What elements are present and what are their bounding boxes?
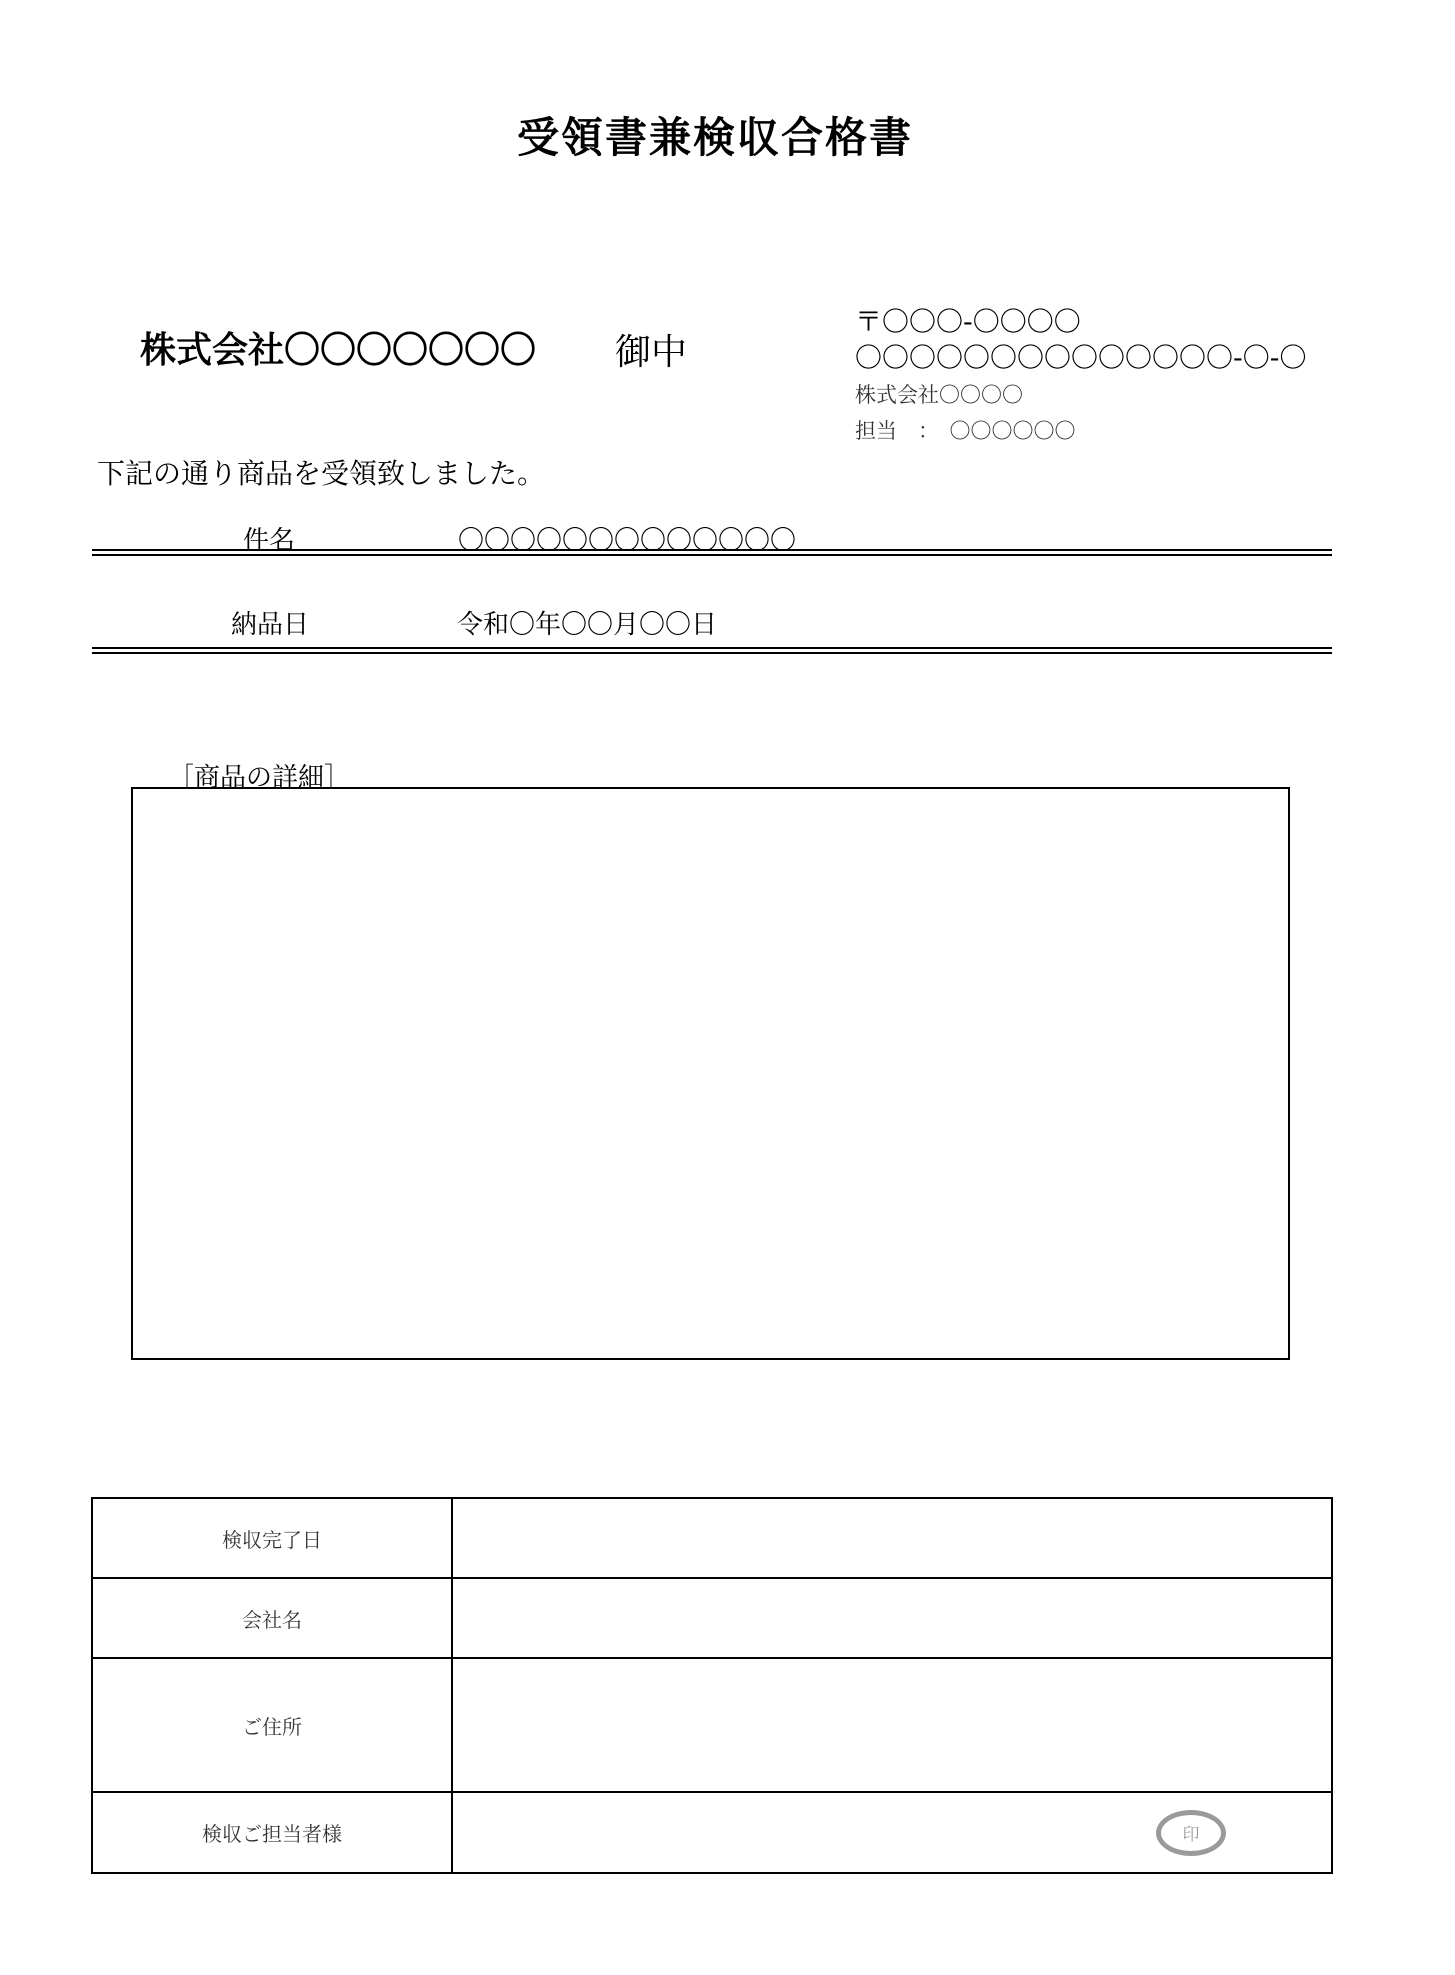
- table-row: [92, 1578, 1332, 1658]
- inspection-date-field[interactable]: [452, 1498, 1332, 1578]
- inspection-table: [91, 1497, 1333, 1874]
- recipient-company: 株式会社〇〇〇〇〇〇〇: [140, 330, 537, 371]
- recipient-honorific: 御中: [615, 332, 688, 373]
- document-title: 受領書兼検収合格書: [516, 113, 913, 162]
- details-box[interactable]: [131, 787, 1290, 1360]
- seal-stamp-icon: 印: [1156, 1810, 1226, 1856]
- address-field[interactable]: [452, 1658, 1332, 1792]
- subject-divider: [92, 549, 1332, 556]
- inspection-date-label: 検収完了日: [92, 1498, 452, 1578]
- delivery-divider: [92, 647, 1332, 654]
- inspector-label: 検収ご担当者様: [92, 1792, 452, 1873]
- inspector-field[interactable]: [452, 1792, 1332, 1873]
- table-row: [92, 1658, 1332, 1792]
- subject-value: 〇〇〇〇〇〇〇〇〇〇〇〇〇: [458, 526, 797, 556]
- sender-contact: 担当 ： 〇〇〇〇〇〇: [855, 419, 1076, 443]
- delivery-date-label: 納品日: [231, 610, 310, 640]
- intro-text: 下記の通り商品を受領致しました。: [97, 457, 546, 490]
- table-row: [92, 1498, 1332, 1578]
- details-label: ［商品の詳細］: [168, 763, 351, 793]
- sender-block: [855, 305, 1307, 449]
- delivery-date-value: 令和〇年〇〇月〇〇日: [457, 610, 718, 640]
- sender-address: 〇〇〇〇〇〇〇〇〇〇〇〇〇〇-〇-〇: [855, 343, 1307, 374]
- sender-postal-code: 〒〇〇〇-〇〇〇〇: [855, 307, 1081, 338]
- table-row: [92, 1792, 1332, 1873]
- address-label: ご住所: [92, 1658, 452, 1792]
- sender-company: 株式会社〇〇〇〇: [855, 383, 1023, 407]
- subject-label: 件名: [243, 526, 296, 556]
- company-name-field[interactable]: [452, 1578, 1332, 1658]
- company-name-label: 会社名: [92, 1578, 452, 1658]
